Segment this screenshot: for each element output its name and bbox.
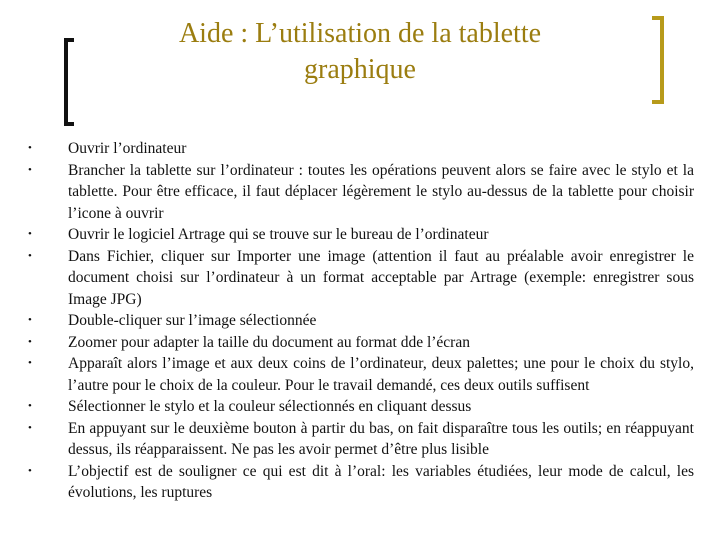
list-item	[28, 138, 694, 160]
list-item-text: L’objectif est de souligner ce qui est dit à l’oral: les variables étudiées, leur mode de calcul, les évolutions, les ruptures	[68, 462, 694, 501]
list-item-text: Brancher la tablette sur l’ordinateur : toutes les opérations peuvent alors se faire avec le stylo et la tablette. Pour être efficace, il faut déplacer légèrement le stylo au-dessus de la tablette pour choisir l’icone à ouvrir	[68, 161, 694, 222]
list-item	[28, 418, 694, 461]
instruction-list	[28, 138, 694, 504]
bullet-icon: •	[28, 400, 32, 412]
slide-title	[100, 16, 620, 88]
title-line-2: graphique	[304, 54, 416, 85]
left-bracket-decoration	[64, 38, 74, 126]
right-bracket-decoration	[652, 16, 664, 104]
list-item-text: Sélectionner le stylo et la couleur sélectionnés en cliquant dessus	[68, 398, 472, 415]
bullet-icon: •	[28, 464, 32, 477]
list-item-text: Ouvrir le logiciel Artrage qui se trouve sur le bureau de l’ordinateur	[68, 226, 489, 243]
bullet-icon: •	[28, 249, 32, 262]
bullet-icon: •	[28, 228, 32, 240]
title-line-1: Aide : L’utilisation de la tablette	[178, 18, 542, 49]
list-item	[28, 310, 694, 332]
list-item	[28, 461, 694, 504]
list-item	[28, 396, 694, 418]
list-item-text: Zoomer pour adapter la taille du document au format dde l’écran	[68, 333, 470, 351]
list-item	[28, 332, 694, 354]
list-item-text: Double-cliquer sur l’image sélectionnée	[68, 312, 317, 329]
list-item	[28, 353, 694, 396]
list-item-text: Ouvrir l’ordinateur	[68, 140, 187, 157]
bullet-icon: •	[28, 163, 32, 176]
list-item-text: Dans Fichier, cliquer sur Importer une image (attention il faut au préalable avoir enregistrer le document choisi sur l’ordinateur à un format acceptable par Artrage (exemple: enregistrer sous Image JPG)	[68, 247, 694, 308]
bullet-icon: •	[28, 357, 32, 369]
list-item-text: Apparaît alors l’image et aux deux coins de l’ordinateur, deux palettes; une pour le choix du stylo, l’autre pour le choix de la couleur. Pour le travail demandé, ces deux outils suffisent	[68, 355, 694, 394]
bullet-icon: •	[28, 142, 32, 154]
list-item	[28, 246, 694, 311]
list-item-text: En appuyant sur le deuxième bouton à partir du bas, on fait disparaître tous les outils; en réappuyant dessus, ils réapparaissent. Ne pas les avoir permet d’être plus lisible	[68, 419, 694, 458]
list-item	[28, 160, 694, 225]
bullet-icon: •	[28, 314, 32, 326]
bullet-icon: •	[28, 421, 32, 434]
bullet-icon: •	[28, 335, 32, 348]
list-item	[28, 224, 694, 246]
